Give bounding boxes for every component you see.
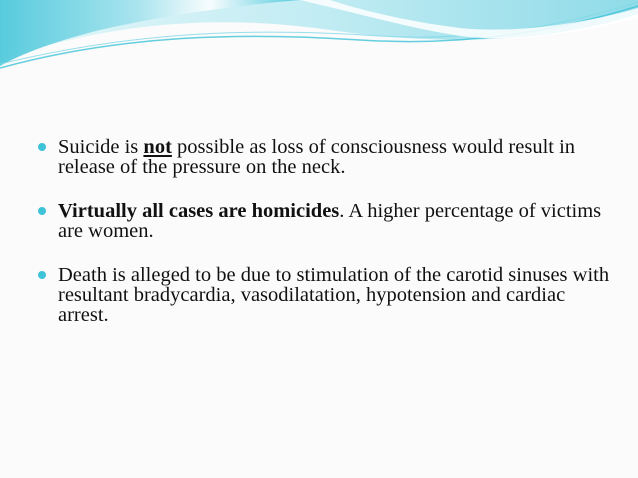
bullet-1-pre: Suicide is	[58, 136, 144, 158]
bullet-dot-icon	[38, 271, 46, 279]
bullet-3-text: Death is alleged to be due to stimulation of the carotid sinuses with resultant bradycardia, vasodilatation, hypotension and cardiac arrest.	[58, 264, 610, 326]
decorative-wave-banner	[0, 0, 638, 80]
bullet-1-post: possible as loss of consciousness would result in release of the pressure on the neck.	[58, 136, 576, 178]
bullet-1-emphasis: not	[143, 136, 172, 158]
bullet-dot-icon	[38, 143, 46, 151]
bullet-item-2	[38, 201, 618, 241]
bullet-2-post: . A higher percentage of victims are women.	[58, 200, 602, 242]
bullet-2-strong: Virtually all cases are homicides	[58, 200, 340, 222]
bullet-dot-icon	[38, 207, 46, 215]
bullet-item-3	[38, 265, 618, 325]
bullet-list	[38, 137, 618, 349]
bullet-item-1	[38, 137, 618, 177]
